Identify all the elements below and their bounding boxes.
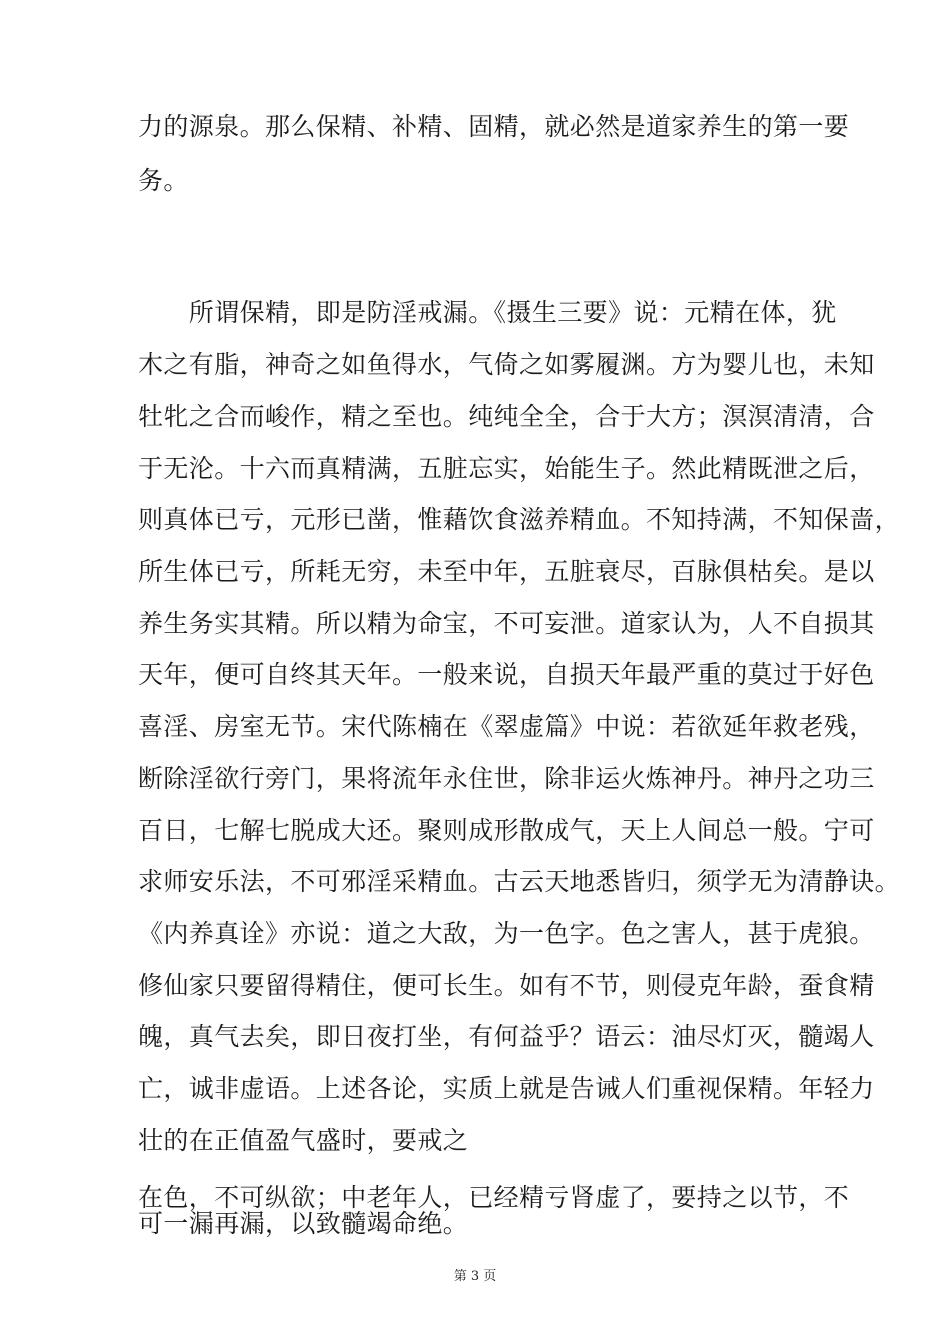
text-line: 天年，便可自终其天年。一般来说，自损天年最严重的莫过于好色	[138, 660, 875, 689]
page-number: 第 3 页	[453, 1269, 497, 1284]
text-line: 喜淫、房室无节。宋代陈楠在《翠虚篇》中说：若欲延年救老残，	[138, 712, 875, 741]
text-line: 在色，不可纵欲；中老年人，已经精亏肾虚了，要持之以节，不	[138, 1183, 850, 1212]
text-line: 可一漏再漏，以致髓竭命绝。	[138, 1209, 469, 1238]
text-line: 亡，诚非虚语。上述各论，实质上就是告诫人们重视保精。年轻力	[138, 1074, 875, 1103]
text-line: 百日，七解七脱成大还。聚则成形散成气，天上人间总一般。宁可	[138, 816, 875, 845]
text-line: 牡牝之合而峻作，精之至也。纯纯全全，合于大方；溟溟清清，合	[138, 402, 875, 431]
text-line: 魄，真气去矣，即日夜打坐，有何益乎？语云：油尽灯灭，髓竭人	[138, 1022, 875, 1051]
text-line: 力的源泉。那么保精、补精、固精，就必然是道家养生的第一要	[138, 112, 850, 141]
text-line: 养生务实其精。所以精为命宝，不可妄泄。道家认为，人不自损其	[138, 609, 875, 638]
text-line: 则真体已亏，元形已凿，惟藉饮食滋养精血。不知持满，不知保啬，	[138, 505, 901, 534]
text-line: 壮的在正值盈气盛时，要戒之	[138, 1126, 469, 1155]
text-line: 务。	[138, 166, 189, 195]
text-line: 《内养真诠》亦说：道之大敌，为一色字。色之害人，甚于虎狼。	[138, 919, 875, 948]
text-line: 所谓保精，即是防淫戒漏。《摄生三要》说：元精在体，犹	[138, 298, 837, 327]
text-line: 所生体已亏，所耗无穷，未至中年，五脏衰尽，百脉俱枯矣。是以	[138, 557, 875, 586]
text-line: 木之有脂，神奇之如鱼得水，气倚之如雾履渊。方为婴儿也，未知	[138, 350, 875, 379]
text-line: 修仙家只要留得精住，便可长生。如有不节，则侵克年龄，蚕食精	[138, 971, 875, 1000]
text-line: 于无沦。十六而真精满，五脏忘实，始能生子。然此精既泄之后，	[138, 454, 875, 483]
text-line: 求师安乐法，不可邪淫采精血。古云天地悉皆归，须学无为清静诀。	[138, 867, 901, 896]
text-line: 断除淫欲行旁门，果将流年永住世，除非运火炼神丹。神丹之功三	[138, 764, 875, 793]
